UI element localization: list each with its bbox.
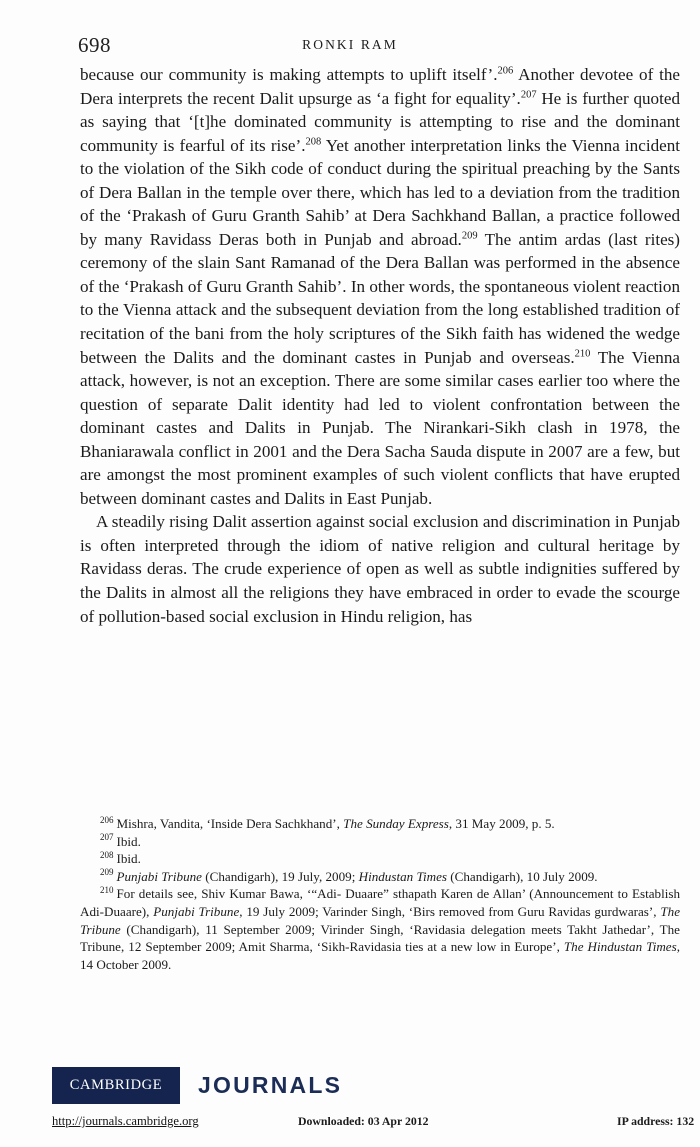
footnote-item: $^{209}$ Punjabi Tribune (Chandigarh), 19 July, 2009; Hindustan Times (Chandigarh), 10 July 2009. [100, 867, 598, 884]
footnote-item: $^{210}$ For details see, Shiv Kumar Bawa, ‘“Adi- Duaare” sthapath Karen de Allan’ (Announcement to Establish Adi-Duaare), Punjabi Tribune, 19 July 2009; Varinder Singh, ‘Birs removed from Guru Ravidas gurdwaras’, The Tribune (Chandigarh), 11 September 2009; Virinder Singh, ‘Ravidasia delegation meets Takht Jathedar’, The Tribune, 12 September 2009; Amit Sharma, ‘Sikh-Ravidasia ties at a new low in Europe’, The Hindustan Times, 14 October 2009. [80, 885, 680, 972]
page-footer [0, 1055, 700, 1147]
cambridge-logo-box [52, 1067, 180, 1104]
body-paragraph: A steadily rising Dalit assertion against social exclusion and discrimination in Punjab is often interpreted through the idiom of native religion and cultural heritage by Ravidass deras. The crude experience of open as well as subtle indignities suffered by the Dalits in almost all the religions they have embraced in order to evade the scourge of pollution-based social exclusion in Hindu religion, has [80, 512, 680, 626]
footnote-marker: 209 [100, 867, 114, 878]
footer-meta-line [52, 1114, 695, 1134]
footnote-marker: 208 [100, 849, 114, 860]
ip-address: IP address: 132 [617, 1114, 695, 1128]
footnote-item: $^{206}$ Mishra, Vandita, ‘Inside Dera Sachkhand’, The Sunday Express, 31 May 2009, p. 5. [100, 814, 555, 831]
body-text-column [80, 63, 680, 628]
footnote-marker: 207 [100, 832, 114, 843]
body-paragraph: because our community is making attempts to uplift itself’.$^{206}$ Another devotee of the Dera interprets the recent Dalit upsurge as ‘a fight for equality’.$^{207}$ He is further quoted as saying that ‘[t]he dominated community is attempting to rise and the dominant community is fearful of its rise’.$^{208}$ Yet another interpretation links the Vienna incident to the violation of the Sikh code of conduct during the spiritual preaching by the Sants of Dera Ballan in the temple over there, which has led to a deviation from the tradition of the ‘Prakash of Guru Granth Sahib’ at Dera Sachkhand Ballan, a practice followed by many Ravidass Deras both in Punjab and abroad.$^{209}$ The antim ardas (last rites) ceremony of the slain Sant Ramanad of the Dera Ballan was performed in the absence of the ‘Prakash of Guru Granth Sahib’. In other words, the spontaneous violent reaction to the Vienna attack and the subsequent deviation from the long established tradition of recitation of the bani from the holy scriptures of the Sikh faith has widened the wedge between the Dalits and the dominant castes in Punjab and overseas.$^{210}$ The Vienna attack, however, is not an exception. There are some similar cases earlier too where the question of separate Dalit identity had led to violent confrontation between the dominant castes and Dalits in Punjab. The Nirankari-Sikh clash in 1978, the Bhaniarawala conflict in 2001 and the Dera Sacha Sauda dispute in 2007 are a few, but are amongst the most prominent examples of such violent conflicts that have erupted between dominant castes and Dalits in East Punjab. [80, 65, 680, 508]
cambridge-journals-logo [52, 1067, 342, 1104]
page-number: 698 [78, 33, 111, 57]
footnotes-block [80, 815, 680, 973]
footnote-item: $^{207}$ Ibid. [100, 832, 141, 849]
journals-url-link[interactable]: http://journals.cambridge.org [52, 1114, 199, 1128]
footnote-item: $^{208}$ Ibid. [100, 849, 141, 867]
footnote-marker: 206 [100, 814, 114, 825]
footnote-marker: 210 [100, 885, 114, 896]
running-title: RONKI RAM [302, 37, 398, 52]
cambridge-wordmark: CAMBRIDGE [69, 1077, 163, 1093]
downloaded-date: Downloaded: 03 Apr 2012 [298, 1114, 429, 1128]
journals-wordmark: JOURNALS [198, 1072, 343, 1098]
running-head [78, 33, 622, 57]
